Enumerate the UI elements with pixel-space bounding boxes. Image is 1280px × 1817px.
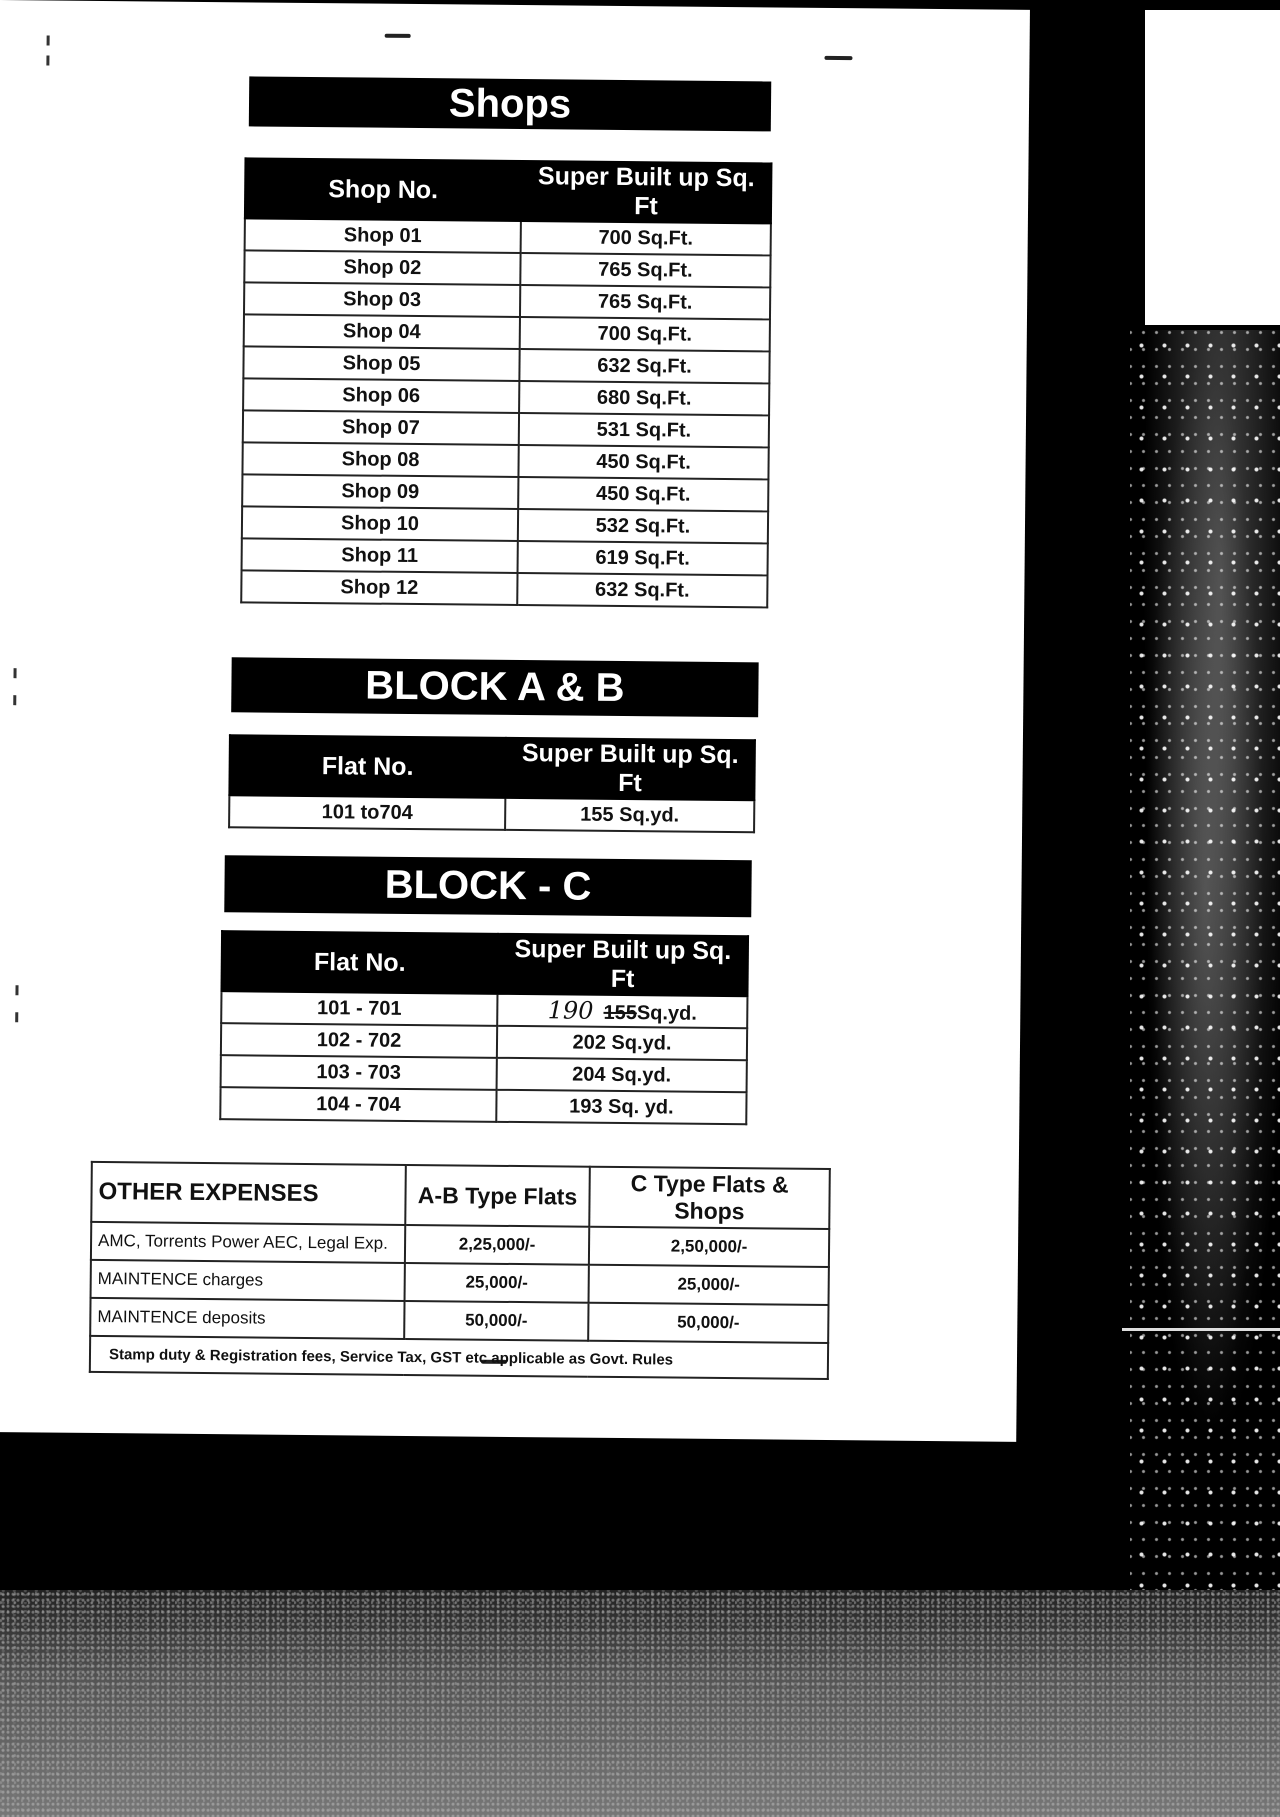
adjacent-page-line [1122, 1328, 1280, 1331]
shop-no-cell: Shop 11 [242, 538, 518, 573]
scan-speckle-area [1130, 330, 1280, 1590]
expense-label-cell: MAINTENCE charges [91, 1260, 405, 1301]
shops-banner [249, 76, 771, 131]
shop-area-cell: 632 Sq.Ft. [517, 573, 767, 607]
shop-no-cell: Shop 06 [243, 378, 519, 413]
flat-no-cell: 101 - 701 [221, 991, 497, 1026]
binder-hole-mark [47, 35, 50, 45]
shop-area-cell: 531 Sq.Ft. [519, 413, 769, 447]
table-row [243, 346, 769, 383]
flat-area-cell: 202 Sq.yd. [497, 1026, 747, 1060]
table-row [244, 282, 770, 319]
shop-no-cell: Shop 12 [241, 570, 517, 605]
shop-no-cell: Shop 08 [242, 442, 518, 477]
ab-type-value-cell: 50,000/- [404, 1301, 588, 1341]
binder-hole-mark [15, 985, 18, 995]
expense-label-cell: MAINTENCE deposits [90, 1298, 404, 1339]
block-ab-banner [231, 657, 759, 717]
block-c-flat-header: Flat No. [221, 931, 498, 994]
block-ab-flat-header: Flat No. [229, 735, 506, 798]
shop-no-cell: Shop 01 [245, 218, 521, 253]
block-ab-header-row [229, 735, 755, 800]
flat-area-cell: 193 Sq. yd. [496, 1090, 746, 1124]
shop-area-cell: 765 Sq.Ft. [520, 253, 770, 287]
c-type-header: C Type Flats & Shops [589, 1167, 830, 1229]
unit-text: Sq.yd. [636, 1002, 698, 1025]
scan-mark [385, 34, 411, 38]
expense-label-cell: AMC, Torrents Power AEC, Legal Exp. [91, 1222, 405, 1263]
table-row [241, 570, 767, 607]
block-c-banner [224, 855, 752, 917]
ab-type-value-cell: 25,000/- [405, 1263, 589, 1303]
expenses-header-row [91, 1162, 830, 1229]
shops-header-row [245, 158, 772, 223]
shop-no-header: Shop No. [245, 158, 522, 221]
shop-no-cell: Shop 05 [243, 346, 519, 381]
shop-area-cell: 450 Sq.Ft. [518, 445, 768, 479]
shop-no-cell: Shop 03 [244, 282, 520, 317]
c-type-value-cell: 50,000/- [588, 1303, 828, 1343]
table-row [243, 410, 769, 447]
ab-type-value-cell: 2,25,000/- [405, 1225, 589, 1265]
expenses-note: Stamp duty & Registration fees, Service Tax, GST etc applicable as Govt. Rules [90, 1336, 828, 1379]
shops-table [240, 157, 772, 608]
table-row [221, 1023, 747, 1060]
other-expenses-table [89, 1161, 831, 1380]
block-c-table [219, 930, 749, 1125]
shop-no-cell: Shop 10 [242, 506, 518, 541]
table-row [242, 506, 768, 543]
shop-area-cell: 450 Sq.Ft. [518, 477, 768, 511]
flat-area-cell: 204 Sq.yd. [497, 1058, 747, 1092]
block-ab-title: BLOCK A & B [365, 663, 625, 711]
shops-title: Shops [448, 81, 572, 127]
shop-area-cell: 619 Sq.Ft. [518, 541, 768, 575]
table-row [244, 314, 770, 351]
table-row [245, 218, 771, 255]
flat-area-cell-corrected [497, 994, 747, 1028]
table-row [221, 991, 747, 1028]
shop-area-cell: 700 Sq.Ft. [520, 317, 770, 351]
shop-no-cell: Shop 04 [244, 314, 520, 349]
block-c-header-row [221, 931, 748, 996]
c-type-value-cell: 2,50,000/- [589, 1227, 829, 1267]
binder-hole-mark [46, 55, 49, 65]
table-row [220, 1087, 746, 1124]
flat-area-cell: 155 Sq.yd. [505, 798, 754, 832]
binder-hole-mark [13, 668, 16, 678]
block-c-title: BLOCK - C [384, 862, 592, 909]
table-row [229, 795, 754, 832]
struck-value: 155 [603, 1001, 637, 1025]
block-c-area-header: Super Built up Sq. Ft [497, 934, 748, 996]
table-row [242, 442, 768, 479]
ab-type-header: A-B Type Flats [405, 1165, 590, 1227]
shop-area-cell: 680 Sq.Ft. [519, 381, 769, 415]
shop-area-cell: 532 Sq.Ft. [518, 509, 768, 543]
table-row [244, 250, 770, 287]
adjacent-page-fragment [1145, 10, 1280, 325]
expenses-header: OTHER EXPENSES [91, 1162, 406, 1225]
table-row [221, 1055, 747, 1092]
shop-no-cell: Shop 02 [244, 250, 520, 285]
scan-noise-band [0, 1590, 1280, 1817]
flat-no-cell: 104 - 704 [220, 1087, 496, 1122]
binder-hole-mark [15, 1012, 18, 1022]
shop-area-cell: 632 Sq.Ft. [519, 349, 769, 383]
shop-no-cell: Shop 09 [242, 474, 518, 509]
block-ab-area-header: Super Built up Sq. Ft [505, 738, 755, 800]
shop-area-header: Super Built up Sq. Ft [521, 161, 772, 223]
c-type-value-cell: 25,000/- [589, 1265, 829, 1305]
table-row [242, 538, 768, 575]
expenses-note-row [90, 1336, 828, 1379]
table-row [242, 474, 768, 511]
flat-no-cell: 103 - 703 [221, 1055, 497, 1090]
flat-no-cell: 101 to704 [229, 795, 505, 830]
flat-no-cell: 102 - 702 [221, 1023, 497, 1058]
shop-no-cell: Shop 07 [243, 410, 519, 445]
shop-area-cell: 765 Sq.Ft. [520, 285, 770, 319]
table-row [243, 378, 769, 415]
binder-hole-mark [13, 695, 16, 705]
shop-area-cell: 700 Sq.Ft. [521, 221, 771, 255]
handwritten-correction: 190 [547, 996, 594, 1025]
scan-mark [824, 56, 852, 60]
block-ab-table [228, 734, 756, 833]
